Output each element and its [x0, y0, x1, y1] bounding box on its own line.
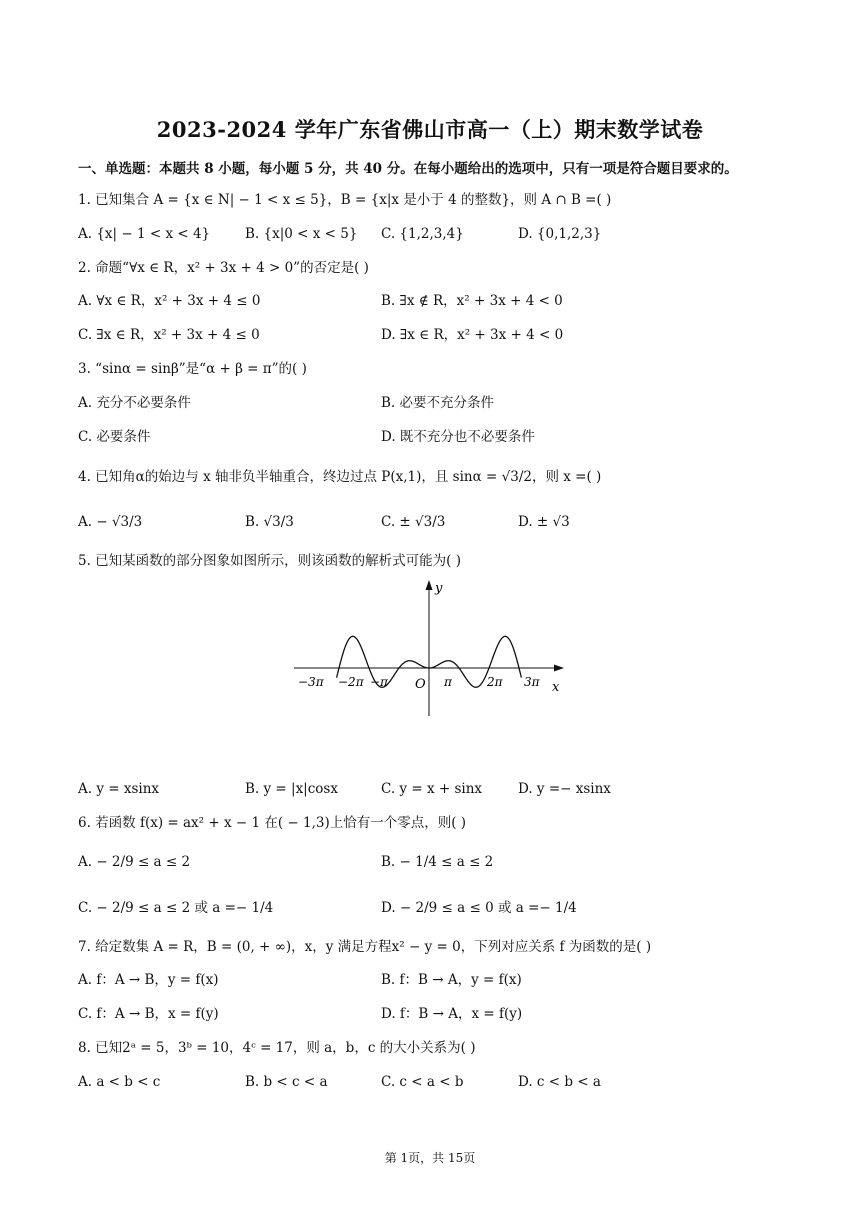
q8-option-a: A. a < b < c — [78, 1074, 161, 1090]
q2-option-b: B. ∃x ∉ R，x² + 3x + 4 < 0 — [381, 293, 563, 309]
q7-option-a: A. f：A → B，y = f(x) — [78, 972, 219, 988]
question-3-stem: 3. “sinα = sinβ”是“α + β = π”的( ) — [78, 361, 307, 377]
q2-option-a: A. ∀x ∈ R，x² + 3x + 4 ≤ 0 — [78, 293, 261, 309]
q7-option-c: C. f：A → B，x = f(y) — [78, 1006, 219, 1022]
q8-option-b: B. b < c < a — [245, 1074, 328, 1090]
q8-option-c: C. c < a < b — [381, 1074, 464, 1090]
q3-option-a: A. 充分不必要条件 — [78, 395, 191, 411]
q2-option-c: C. ∃x ∈ R，x² + 3x + 4 ≤ 0 — [78, 327, 260, 343]
q3-option-c: C. 必要条件 — [78, 429, 151, 445]
q1-option-c: C. {1,2,3,4} — [381, 226, 464, 242]
tick-label-neg-pi: −π — [370, 675, 388, 689]
q8-option-d: D. c < b < a — [518, 1074, 601, 1090]
q4-option-d: D. ± √3 — [518, 514, 570, 530]
q5-option-b: B. y = |x|cosx — [245, 781, 338, 797]
q2-option-d: D. ∃x ∈ R，x² + 3x + 4 < 0 — [381, 327, 564, 343]
page-footer: 第 1页，共 15页 — [384, 1151, 476, 1165]
q6-option-b: B. − 1/4 ≤ a ≤ 2 — [381, 854, 494, 870]
y-axis-label: y — [435, 581, 443, 596]
question-8-stem: 8. 已知2ᵃ = 5，3ᵇ = 10，4ᶜ = 17，则 a，b，c 的大小关系为( ) — [78, 1040, 476, 1056]
function-graph — [288, 576, 570, 726]
q4-option-c: C. ± √3/3 — [381, 514, 446, 530]
q5-option-a: A. y = xsinx — [78, 781, 160, 797]
q4-option-a: A. − √3/3 — [78, 514, 143, 530]
x-axis-arrow — [554, 665, 564, 672]
q6-option-c: C. − 2/9 ≤ a ≤ 2 或 a =− 1/4 — [78, 900, 274, 916]
q3-option-b: B. 必要不充分条件 — [381, 395, 495, 411]
q7-option-d: D. f：B → A，x = f(y) — [381, 1006, 523, 1022]
question-5-stem: 5. 已知某函数的部分图象如图所示，则该函数的解析式可能为( ) — [78, 553, 461, 569]
q4-option-b: B. √3/3 — [245, 514, 294, 530]
q5-option-c: C. y = x + sinx — [381, 781, 483, 797]
tick-label-2pi: 2π — [487, 675, 503, 689]
question-1-stem: 1. 已知集合 A = {x ∈ N| − 1 < x ≤ 5}，B = {x|x 是小于 4 的整数}，则 A ∩ B =( ) — [78, 192, 612, 208]
q6-option-d: D. − 2/9 ≤ a ≤ 0 或 a =− 1/4 — [381, 900, 577, 916]
exam-title: 2023-2024 学年广东省佛山市高一（上）期末数学试卷 — [156, 117, 704, 142]
tick-label-pi: π — [444, 675, 452, 689]
section-heading: 一、单选题：本题共 8 小题，每小题 5 分，共 40 分。在每小题给出的选项中，只有一项是符合题目要求的。 — [78, 161, 738, 177]
q7-option-b: B. f：B → A，y = f(x) — [381, 972, 522, 988]
question-7-stem: 7. 给定数集 A = R，B = (0, + ∞)，x，y 满足方程x² − y = 0，下列对应关系 f 为函数的是( ) — [78, 939, 652, 955]
question-2-stem: 2. 命题“∀x ∈ R，x² + 3x + 4 > 0”的否定是( ) — [78, 260, 369, 276]
tick-label-3pi: 3π — [524, 675, 540, 689]
q5-option-d: D. y =− xsinx — [518, 781, 611, 797]
y-axis-arrow — [426, 580, 433, 590]
x-axis-label: x — [552, 680, 560, 695]
q1-option-d: D. {0,1,2,3} — [518, 226, 602, 242]
q6-option-a: A. − 2/9 ≤ a ≤ 2 — [78, 854, 191, 870]
q1-option-b: B. {x|0 < x < 5} — [245, 226, 358, 242]
tick-label-neg-2pi: −2π — [338, 675, 364, 689]
q3-option-d: D. 既不充分也不必要条件 — [381, 429, 535, 445]
question-6-stem: 6. 若函数 f(x) = ax² + x − 1 在( − 1,3)上恰有一个零点，则( ) — [78, 815, 467, 831]
tick-label-neg-3pi: −3π — [298, 675, 324, 689]
q1-option-a: A. {x| − 1 < x < 4} — [78, 226, 211, 242]
question-4-stem: 4. 已知角α的始边与 x 轴非负半轴重合，终边过点 P(x,1)，且 sinα = √3/2，则 x =( ) — [78, 469, 602, 485]
origin-label: O — [415, 677, 426, 692]
